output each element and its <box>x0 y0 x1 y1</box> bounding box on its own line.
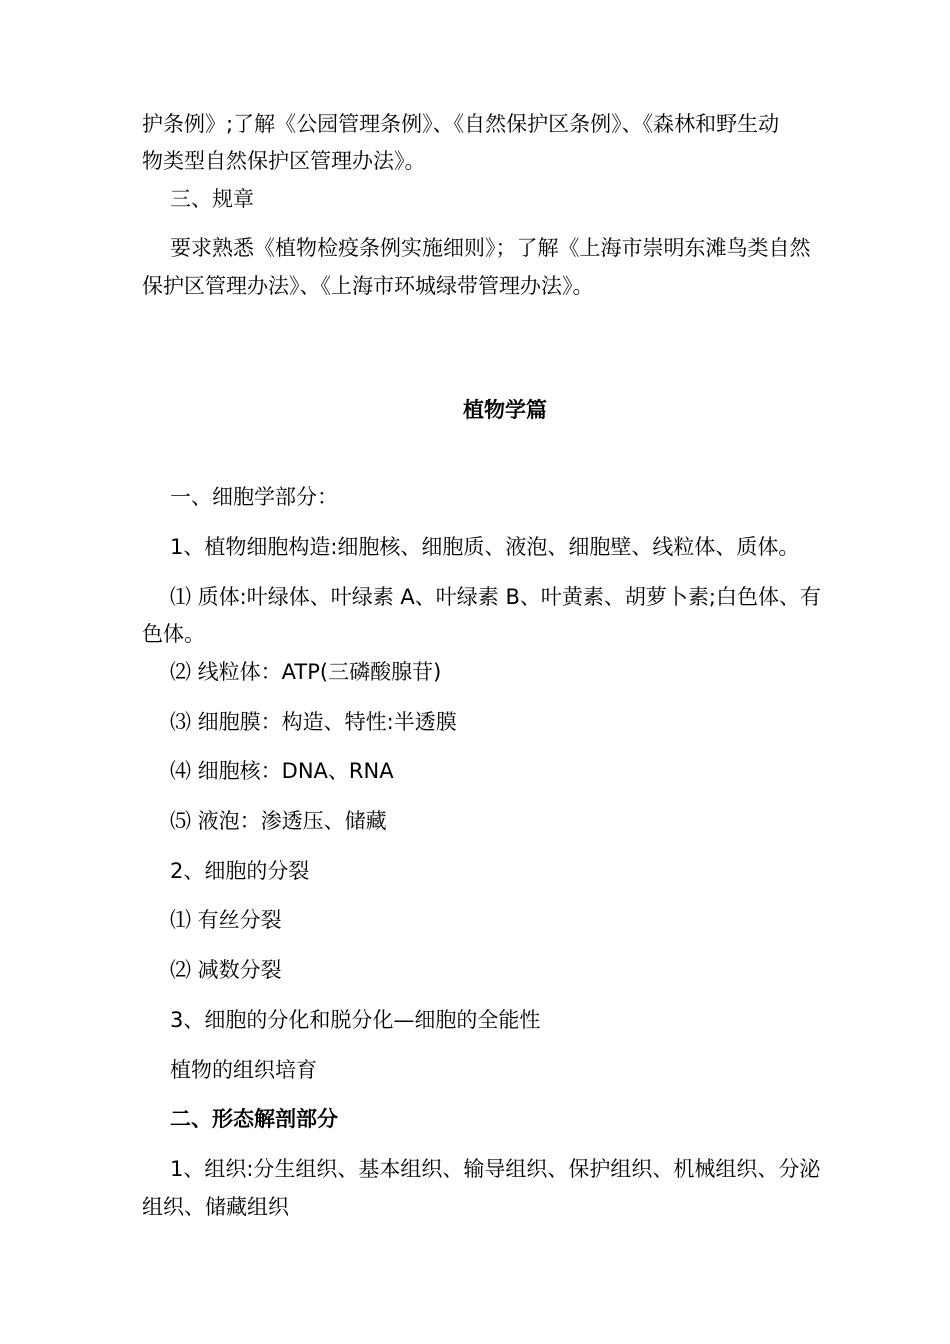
text-line: 要求熟悉《植物检疫条例实施细则》；了解《上海市崇明东滩鸟类自然 <box>170 236 811 260</box>
text-line: 护条例》;了解《公园管理条例》、《自然保护区条例》、《森林和野生动 <box>142 112 780 136</box>
text-line: ⑴ 有丝分裂 <box>170 908 282 932</box>
text-line: 物类型自然保护区管理办法》。 <box>142 149 426 173</box>
page-title: 植物学篇 <box>463 398 547 422</box>
text-line: ⑵ 减数分裂 <box>170 958 282 982</box>
text-line: 保护区管理办法》、《上海市环城绿带管理办法》。 <box>142 274 594 298</box>
text-line: ⑸ 液泡：渗透压、储藏 <box>170 809 387 833</box>
text-line: ⑵ 线粒体：ATP(三磷酸腺苷) <box>170 660 442 684</box>
text-line: 1、组织:分生组织、基本组织、输导组织、保护组织、机械组织、分泌 <box>170 1157 821 1181</box>
text-line: 3、细胞的分化和脱分化—细胞的全能性 <box>170 1008 541 1032</box>
text-line: 2、细胞的分裂 <box>170 859 310 883</box>
section-heading: 三、规章 <box>170 187 254 211</box>
text-line: ⑷ 细胞核：DNA、RNA <box>170 759 394 783</box>
text-line: 色体。 <box>142 622 205 646</box>
section-heading: 二、形态解剖部分 <box>170 1107 338 1131</box>
section-heading: 一、细胞学部分： <box>170 485 338 509</box>
text-line: ⑶ 细胞膜：构造、特性:半透膜 <box>170 710 457 734</box>
text-line: 组织、储藏组织 <box>142 1195 289 1219</box>
text-line: 1、植物细胞构造:细胞核、细胞质、液泡、细胞壁、线粒体、质体。 <box>170 535 800 559</box>
text-line: 植物的组织培育 <box>170 1058 317 1082</box>
text-line: ⑴ 质体:叶绿体、叶绿素 A、叶绿素 B、叶黄素、胡萝卜素;白色体、有 <box>170 585 821 609</box>
